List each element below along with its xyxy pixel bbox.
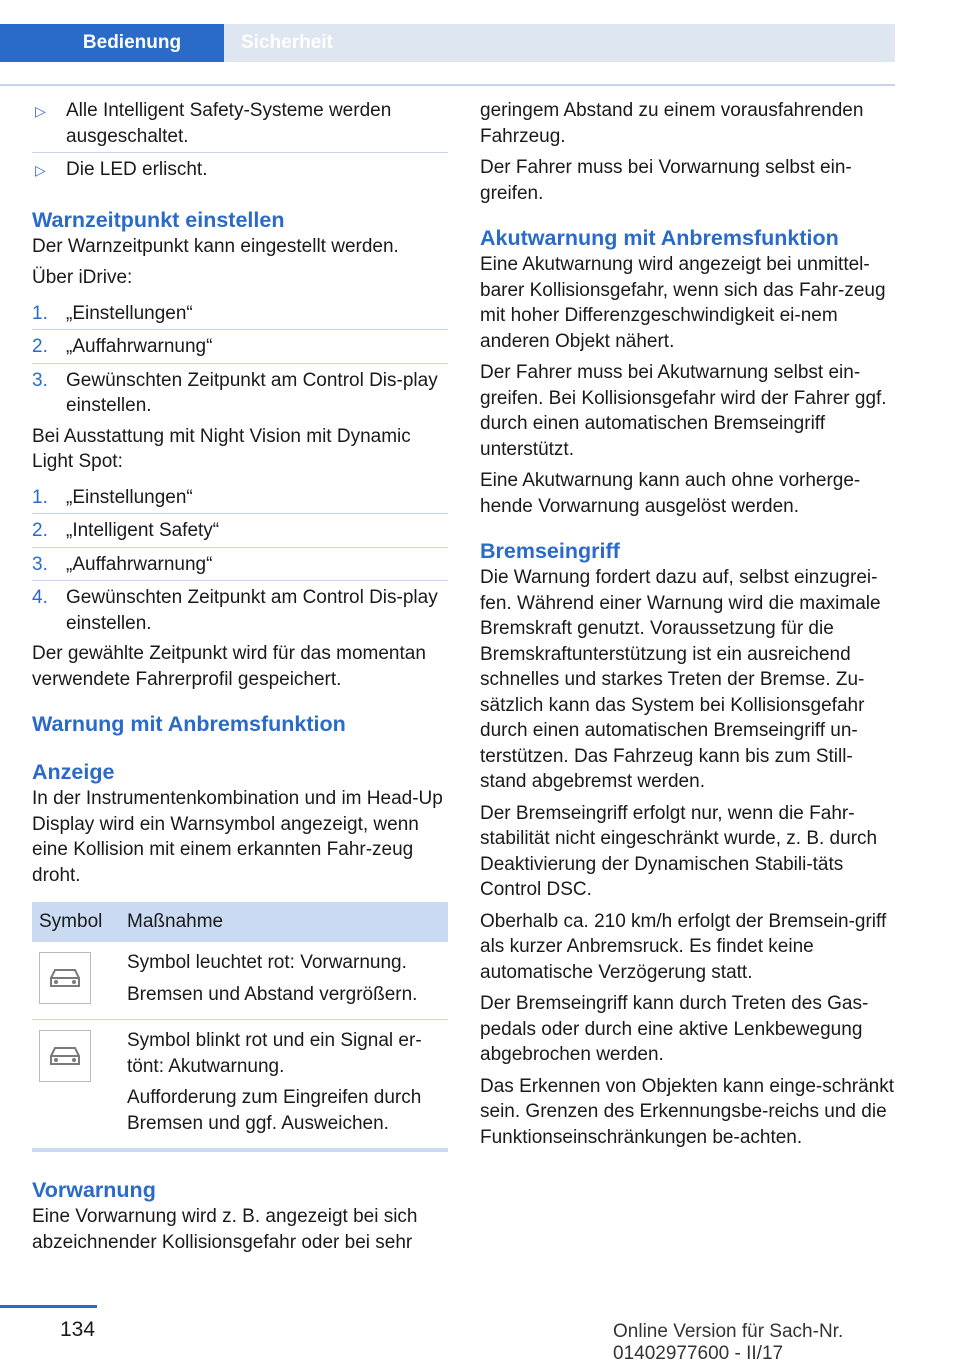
list-item: 3. „Auffahrwarnung“ — [32, 548, 448, 582]
table-row: Symbol blinkt rot und ein Signal er‐tönt: Akutwarnung. Aufforderung zum Eingreifen durch Bremsen und ggf. Ausweichen. — [32, 1020, 448, 1151]
paragraph: Der Bremseingriff erfolgt nur, wenn die Fahr‐stabilität nicht eingeschränkt wurde, z. B. durch Deaktivierung der Dynamischen Stabili‐täts Control DSC. — [480, 802, 878, 900]
heading-vorwarnung: Vorwarnung — [32, 1178, 156, 1202]
tab-bedienung[interactable]: Bedienung — [0, 24, 224, 62]
paragraph: In der Instrumentenkombination und im Head-Up Display wird ein Warnsymbol angezeigt, wenn eine Kollision mit einem erkannten Fahr‐zeug droht. — [32, 788, 443, 886]
paragraph: Bei Ausstattung mit Night Vision mit Dynamic Light Spot: — [32, 425, 411, 472]
paragraph: Die Warnung fordert dazu auf, selbst einzugrei‐fen. Während einer Warnung wird die maximale Bremskraft genutzt. Voraussetzung für die Bremskraftunterstützung ist ein ausreichend schnelles und starkes Treten der Bremse. Zu‐sätzlich kann das System bei Kollisionsgefahr durch einen automatischen Bremseingriff un‐terstützen. Das Fahrzeug kann bis zum Still‐stand abgebremst werden. — [480, 567, 881, 792]
paragraph: Der Bremseingriff kann durch Treten des Gas‐pedals oder durch eine aktive Lenkbewegung abgebrochen werden. — [480, 993, 869, 1065]
table-header-symbol: Symbol — [32, 902, 120, 942]
list-item: ▷ Alle Intelligent Safety-Systeme werden ausgeschaltet. — [32, 94, 448, 153]
numbered-list — [32, 481, 448, 640]
table-header-massnahme: Maßnahme — [120, 902, 448, 942]
left-column — [32, 98, 448, 1261]
triangle-bullet-icon: ▷ — [35, 103, 46, 119]
list-item: 2. „Intelligent Safety“ — [32, 514, 448, 548]
paragraph: Der Fahrer muss bei Akutwarnung selbst ein‐greifen. Bei Kollisionsgefahr wird der Fahrer ggf. durch einen automatischen Bremseingriff unterstützt. — [480, 362, 887, 460]
numbered-list — [32, 297, 448, 422]
paragraph: Eine Vorwarnung wird z. B. angezeigt bei sich abzeichnender Kollisionsgefahr oder bei sehr — [32, 1206, 418, 1253]
heading-anzeige: Anzeige — [32, 760, 115, 784]
page-number: 134 — [60, 1318, 96, 1341]
header-divider — [0, 84, 895, 86]
paragraph: Der gewählte Zeitpunkt wird für das momentan verwendete Fahrerprofil gespeichert. — [32, 643, 426, 690]
heading-warnzeitpunkt: Warnzeitpunkt einstellen — [32, 207, 285, 232]
car-warning-icon — [39, 1030, 91, 1082]
paragraph: Eine Akutwarnung kann auch ohne vorherge‐hende Vorwarnung ausgelöst werden. — [480, 470, 861, 517]
paragraph: Oberhalb ca. 210 km/h erfolgt der Bremsein‐griff als kurzer Anbremsruck. Es findet keine automatische Verzögerung statt. — [480, 910, 887, 983]
paragraph: Eine Akutwarnung wird angezeigt bei unmittel‐barer Kollisionsgefahr, wenn sich das Fahr‐zeug mit hoher Differenzgeschwindigkeit ei‐nem anderen Objekt nähert. — [480, 254, 886, 352]
paragraph: Das Erkennen von Objekten kann einge‐schränkt sein. Grenzen des Erkennungsbe‐reichs und die Funktionseinschränkungen be‐achten. — [480, 1075, 895, 1148]
tab-sicherheit[interactable]: Sicherheit — [224, 24, 895, 62]
list-item: 3. Gewünschten Zeitpunkt am Control Dis‐play einstellen. — [32, 369, 438, 416]
heading-warnung-anbremsfunktion: Warnung mit Anbremsfunktion — [32, 712, 346, 736]
list-item: ▷ Die LED erlischt. — [32, 153, 448, 186]
footer-online-version: Online Version für Sach-Nr. 01402977600 - II/17 — [613, 1321, 844, 1364]
paragraph: Über iDrive: — [32, 267, 133, 288]
header-tabs — [0, 24, 895, 62]
symbol-table — [32, 902, 448, 1152]
bullet-list — [32, 94, 448, 186]
list-item: 1. „Einstellungen“ — [32, 481, 448, 515]
heading-bremseingriff: Bremseingriff — [480, 539, 620, 563]
list-item: 4. Gewünschten Zeitpunkt am Control Dis‐play einstellen. — [32, 587, 438, 634]
list-item: 1. „Einstellungen“ — [32, 297, 448, 331]
car-warning-icon — [39, 952, 91, 1004]
list-item: 2. „Auffahrwarnung“ — [32, 330, 448, 364]
paragraph: Der Fahrer muss bei Vorwarnung selbst ein‐greifen. — [480, 157, 852, 204]
table-row: Symbol leuchtet rot: Vorwarnung. Bremsen und Abstand vergrößern. — [32, 942, 448, 1020]
paragraph: geringem Abstand zu einem vorausfahrenden Fahrzeug. — [480, 100, 864, 147]
footer-accent-bar — [0, 1305, 97, 1308]
heading-akutwarnung: Akutwarnung mit Anbremsfunktion — [480, 226, 839, 250]
paragraph: Der Warnzeitpunkt kann eingestellt werden. — [32, 235, 399, 257]
right-column — [480, 98, 896, 1156]
triangle-bullet-icon: ▷ — [35, 162, 46, 178]
